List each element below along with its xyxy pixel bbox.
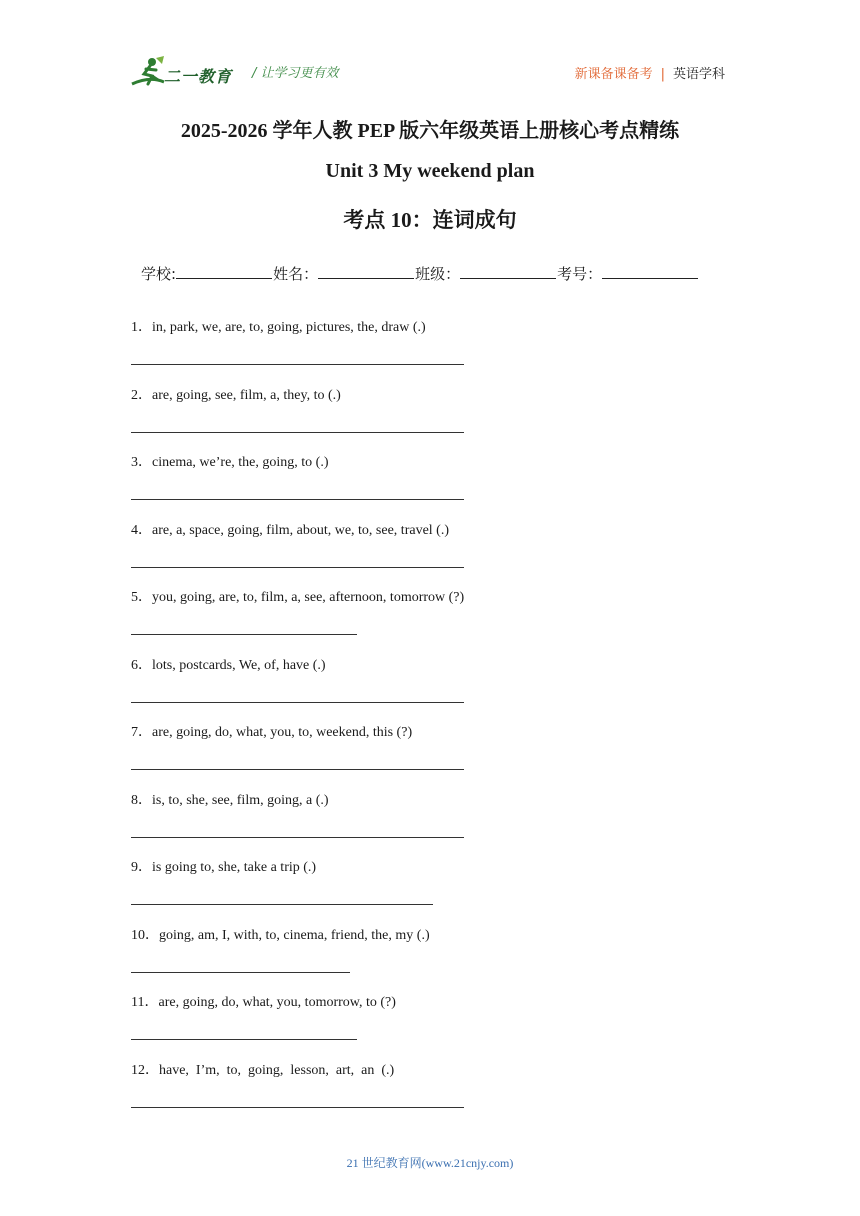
doc-title: 2025-2026 学年人教 PEP 版六年级英语上册核心考点精练 <box>180 120 680 142</box>
answer-line-11[interactable] <box>131 1039 357 1040</box>
answer-line-9[interactable] <box>131 904 433 905</box>
answer-line-8[interactable] <box>131 837 464 838</box>
question-5: 5．you, going, are, to, film, a, see, afternoon, tomorrow (?) <box>131 590 465 605</box>
header-subject: 英语学科 <box>672 67 725 82</box>
question-6: 6．lots, postcards, We, of, have (.) <box>131 658 326 673</box>
page-header <box>130 54 725 90</box>
answer-line-10[interactable] <box>131 972 350 973</box>
answer-line-2[interactable] <box>131 432 464 433</box>
name-label: 姓名： <box>273 265 319 283</box>
header-separator: | <box>660 67 665 82</box>
answer-line-3[interactable] <box>131 499 464 500</box>
header-right <box>575 63 725 82</box>
name-blank[interactable] <box>318 264 414 279</box>
question-7: 7．are, going, do, what, you, to, weekend, this (?) <box>131 725 413 740</box>
question-10: 10．going, am, I, with, to, cinema, friend, the, my (.) <box>131 928 430 943</box>
page-footer: 21 世纪教育网(www.21cnjy.com) <box>346 1156 514 1170</box>
question-4: 4．are, a, space, going, film, about, we, to, see, travel (.) <box>131 523 450 538</box>
number-label: 考号： <box>557 265 603 283</box>
question-2: 2．are, going, see, film, a, they, to (.) <box>131 388 341 403</box>
slogan: / 让学习更有效 <box>252 66 339 81</box>
student-info-line <box>141 263 699 284</box>
answer-line-5[interactable] <box>131 634 357 635</box>
answer-line-4[interactable] <box>131 567 464 568</box>
school-blank[interactable] <box>176 264 272 279</box>
class-blank[interactable] <box>460 264 556 279</box>
question-9: 9．is going to, she, take a trip (.) <box>131 860 317 875</box>
answer-line-12[interactable] <box>131 1107 464 1108</box>
number-blank[interactable] <box>602 264 698 279</box>
question-1: 1．in, park, we, are, to, going, pictures, the, draw (.) <box>131 320 426 335</box>
question-8: 8．is, to, she, see, film, going, a (.) <box>131 793 329 808</box>
question-3: 3．cinema, we’re, the, going, to (.) <box>131 455 329 470</box>
unit-title: Unit 3 My weekend plan <box>325 160 535 182</box>
topic-title: 考点 10：连词成句 <box>343 208 517 232</box>
answer-line-6[interactable] <box>131 702 464 703</box>
logo-text: 二一教育 <box>164 67 233 86</box>
question-11: 11．are, going, do, what, you, tomorrow, to (?) <box>131 995 396 1010</box>
answer-line-1[interactable] <box>131 364 464 365</box>
class-label: 班级： <box>415 265 461 283</box>
school-label: 学校: <box>141 265 177 283</box>
header-tagline: 新课备课备考 <box>574 67 653 82</box>
answer-line-7[interactable] <box>131 769 464 770</box>
question-12: 12．have, I’m, to, going, lesson, art, an (.) <box>131 1063 395 1078</box>
